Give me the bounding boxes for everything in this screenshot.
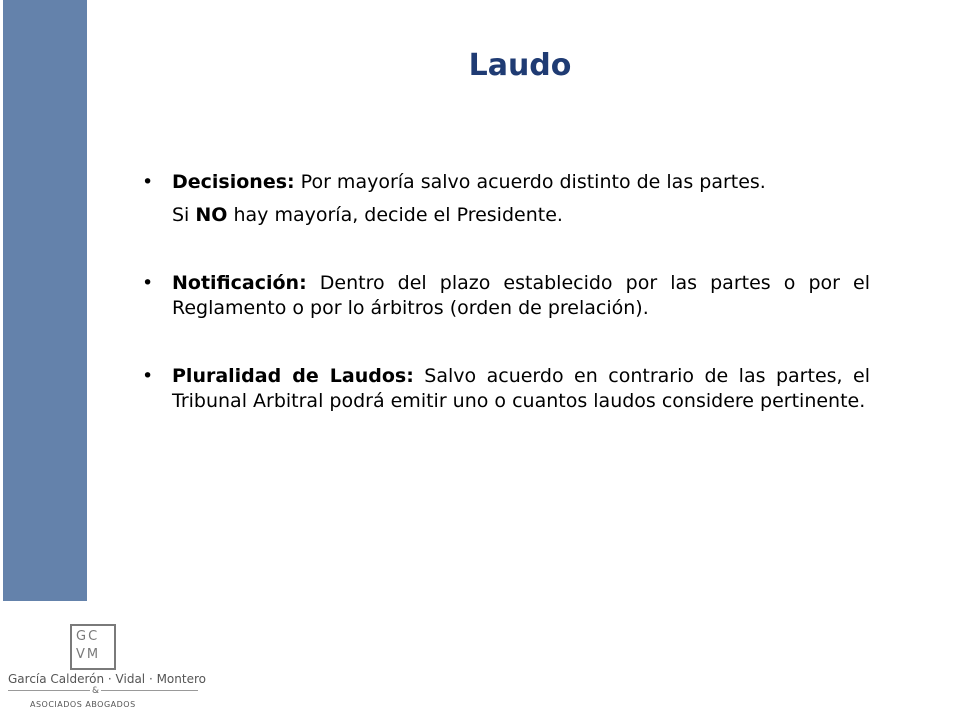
logo-divider (8, 690, 198, 691)
logo-monogram-top: GC (76, 629, 100, 644)
subline-prefix: Si (172, 204, 196, 226)
bullet-icon: • (142, 272, 154, 294)
bullet-item-pluralidad (142, 364, 870, 414)
bullet-text: Por mayoría salvo acuerdo distinto de las partes. (294, 171, 766, 193)
bullet-icon: • (142, 171, 154, 193)
subline-suffix: hay mayoría, decide el Presidente. (227, 204, 563, 226)
side-accent-bar (3, 0, 87, 601)
bullet-label: Pluralidad de Laudos: (172, 365, 414, 387)
bullet-icon: • (142, 365, 154, 387)
logo-ampersand: & (92, 686, 100, 696)
bullet-item-decisiones (142, 170, 870, 195)
bullet-subline (142, 203, 870, 228)
bullet-label: Decisiones: (172, 171, 295, 193)
bullet-list (142, 170, 870, 414)
subline-emphasis: NO (195, 204, 228, 226)
logo-monogram-bottom: VM (76, 647, 101, 662)
logo-monogram (70, 624, 116, 670)
bullet-text: Salvo acuerdo en contrario de las partes, el Tribunal Arbitral podrá emitir uno o cuantos laudos considere pertinente. (172, 365, 871, 412)
bullet-text: Dentro del plazo establecido por las partes o por el Reglamento o por lo árbitros (orden de prelación). (172, 272, 870, 319)
bullet-item-notificacion (142, 271, 870, 321)
logo-subtitle: ASOCIADOS ABOGADOS (30, 700, 136, 709)
bullet-label: Notificación: (172, 272, 307, 294)
firm-logo (0, 620, 206, 720)
slide-title: Laudo (468, 48, 572, 83)
logo-firm-name: García Calderón · Vidal · Montero (8, 672, 206, 686)
